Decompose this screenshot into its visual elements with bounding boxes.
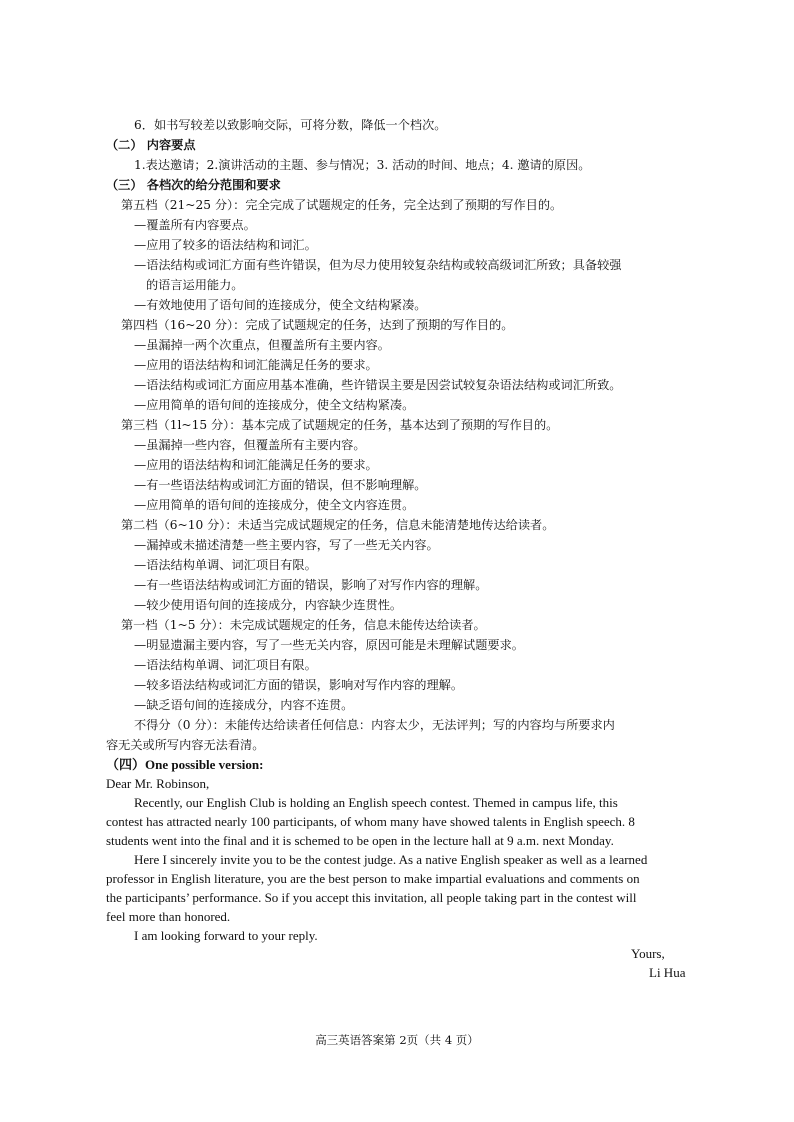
letter-paragraph-1-line: students went into the final and it is schemed to be open in the lecture hall at 9 a.m. next Monday.	[106, 833, 614, 848]
grade-2-criterion: —较少使用语句间的连接成分，内容缺少连贯性。	[134, 598, 403, 612]
letter-paragraph-2-line: professor in English literature, you are the best person to make impartial evaluations and comments on	[106, 871, 640, 886]
grade-4-criterion: —应用的语法结构和词汇能满足任务的要求。	[134, 358, 378, 372]
grade-2-heading: 第二档（6~10 分）：未适当完成试题规定的任务，信息未能清楚地传达给读者。	[121, 518, 555, 532]
letter-salutation: Dear Mr. Robinson,	[106, 776, 210, 791]
grade-2-criterion: —语法结构单调、词汇项目有限。	[134, 558, 317, 572]
grade-3-criterion: —应用的语法结构和词汇能满足任务的要求。	[134, 458, 378, 472]
grade-5-criterion: —应用了较多的语法结构和词汇。	[134, 238, 317, 252]
letter-paragraph-3: I am looking forward to your reply.	[134, 928, 318, 943]
grade-1-heading: 第一档（1~5 分）：未完成试题规定的任务，信息未能传达给读者。	[121, 618, 486, 632]
grade-1-criterion: —缺乏语句间的连接成分，内容不连贯。	[134, 698, 354, 712]
grade-0-text-continued: 容无关或所写内容无法看清。	[106, 738, 265, 752]
letter-paragraph-2-line: the participants’ performance. So if you accept this invitation, all people taking part in the contest will	[106, 890, 637, 905]
grade-5-criterion: —语法结构或词汇方面有些许错误，但为尽力使用较复杂结构或较高级词汇所致；具备较强	[134, 258, 622, 272]
letter-signature: Li Hua	[649, 965, 686, 980]
scoring-item-6: 6．如书写较差以致影响交际，可将分数，降低一个档次。	[134, 118, 447, 132]
letter-paragraph-2-line: Here I sincerely invite you to be the contest judge. As a native English speaker as well as a learned	[134, 852, 648, 867]
grade-5-criterion-continued: 的语言运用能力。	[146, 278, 244, 292]
grade-4-heading: 第四档（16~20 分）：完成了试题规定的任务，达到了预期的写作目的。	[121, 318, 514, 332]
grade-4-criterion: —虽漏掉一两个次重点，但覆盖所有主要内容。	[134, 338, 390, 352]
section-title-sample-essay: （四）One possible version:	[106, 757, 264, 772]
grade-4-criterion: —应用简单的语句间的连接成分，使全文结构紧凑。	[134, 398, 415, 412]
page-footer: 高三英语答案第 2页（共 4 页）	[315, 1033, 479, 1047]
grade-4-criterion: —语法结构或词汇方面应用基本准确，些许错误主要是因尝试较复杂语法结构或词汇所致。	[134, 378, 622, 392]
grade-3-criterion: —有一些语法结构或词汇方面的错误，但不影响理解。	[134, 478, 427, 492]
letter-paragraph-1-line: contest has attracted nearly 100 participants, of whom many have showed talents in English speech. 8	[106, 814, 635, 829]
grade-2-criterion: —漏掉或未描述清楚一些主要内容，写了一些无关内容。	[134, 538, 439, 552]
grade-3-criterion: —虽漏掉一些内容，但覆盖所有主要内容。	[134, 438, 366, 452]
content-points-text: 1.表达邀请；2.演讲活动的主题、参与情况；3. 活动的时间、地点；4. 邀请的原因。	[134, 158, 591, 172]
letter-paragraph-2-line: feel more than honored.	[106, 909, 231, 924]
grade-2-criterion: —有一些语法结构或词汇方面的错误，影响了对写作内容的理解。	[134, 578, 488, 592]
grade-5-criterion: —有效地使用了语句间的连接成分，使全文结构紧凑。	[134, 298, 427, 312]
grade-3-heading: 第三档（1l~15 分）：基本完成了试题规定的任务，基本达到了预期的写作目的。	[121, 418, 559, 432]
grade-1-criterion: —较多语法结构或词汇方面的错误，影响对写作内容的理解。	[134, 678, 464, 692]
grade-0-text: 不得分（0 分）：未能传达给读者任何信息：内容太少，无法评判；写的内容均与所要求内	[134, 718, 615, 732]
section-title-grade-ranges: （三） 各档次的给分范围和要求	[106, 178, 281, 192]
grade-5-heading: 第五档（21~25 分）：完全完成了试题规定的任务，完全达到了预期的写作目的。	[121, 198, 563, 212]
letter-closing: Yours,	[631, 946, 665, 961]
grade-1-criterion: —语法结构单调、词汇项目有限。	[134, 658, 317, 672]
grade-1-criterion: —明显遗漏主要内容，写了一些无关内容，原因可能是未理解试题要求。	[134, 638, 524, 652]
letter-paragraph-1-line: Recently, our English Club is holding an English speech contest. Themed in campus life, this	[134, 795, 618, 810]
grade-3-criterion: —应用简单的语句间的连接成分，使全文内容连贯。	[134, 498, 415, 512]
section-title-content-points: （二） 内容要点	[106, 138, 196, 152]
grade-5-criterion: —覆盖所有内容要点。	[134, 218, 256, 232]
